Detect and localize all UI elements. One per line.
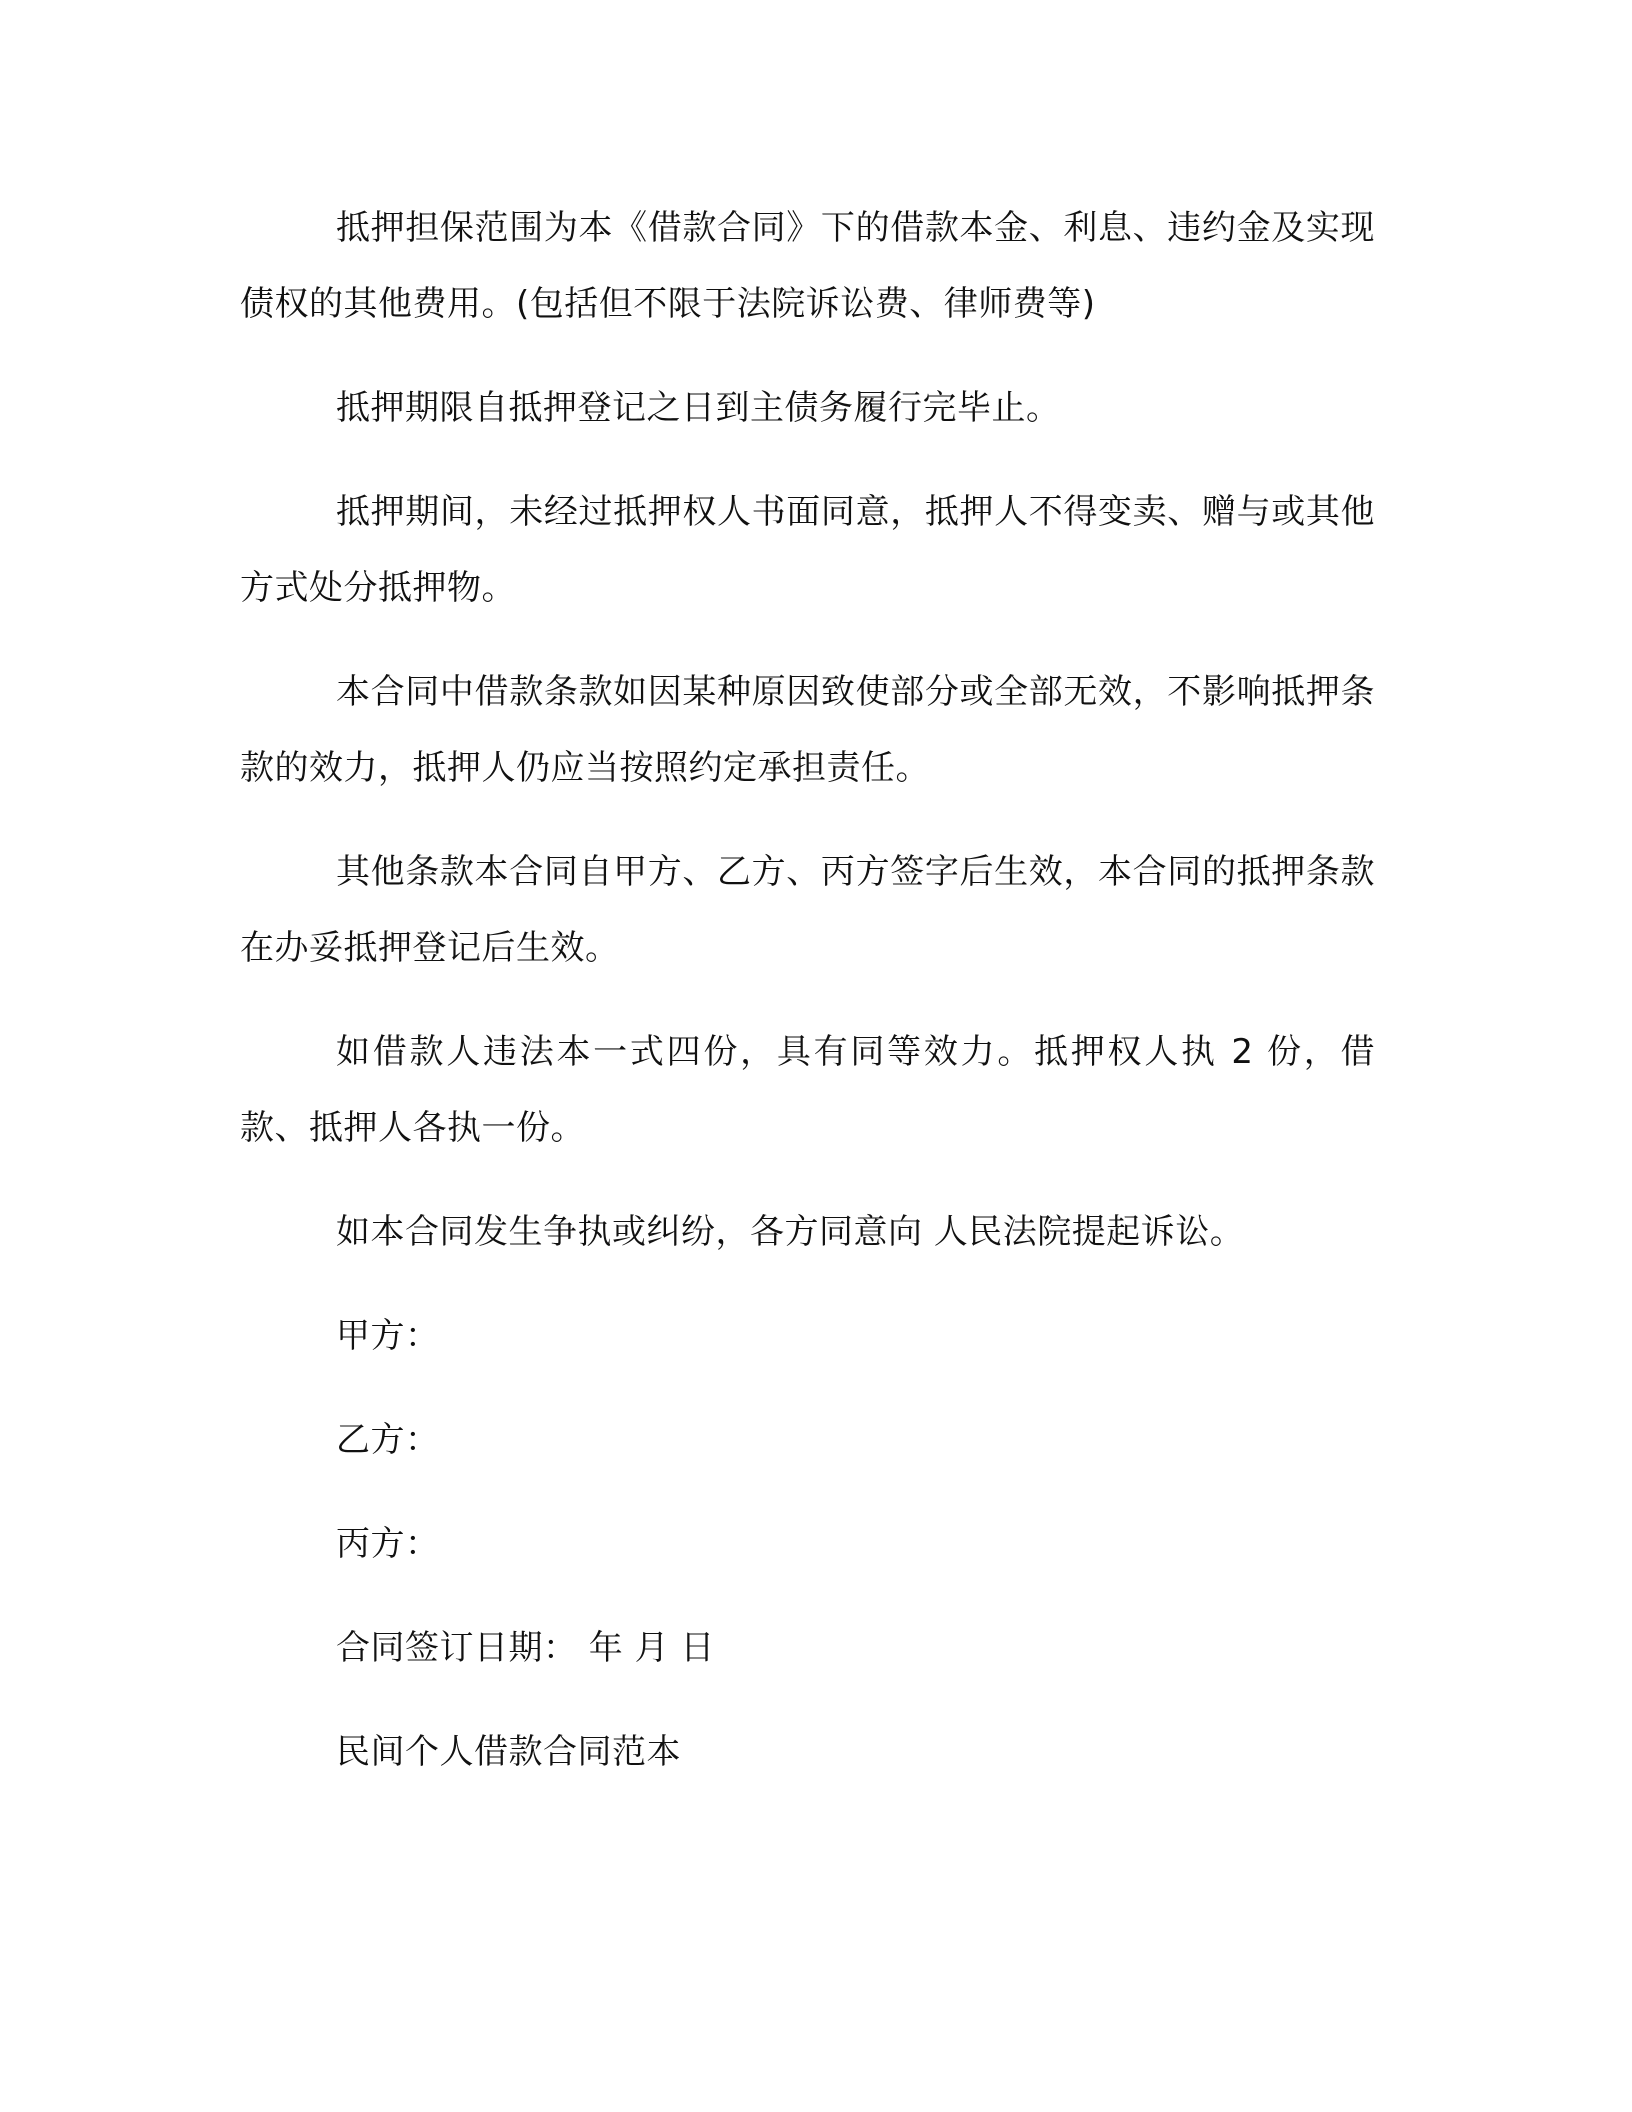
next-document-title: 民间个人借款合同范本 xyxy=(336,1732,681,1772)
clause-disposal: 抵押期间，未经过抵押权人书面同意，抵押人不得变卖、赠与或其他方式处分抵押物。 xyxy=(240,492,1375,608)
clause-dispute: 如本合同发生争执或纠纷，各方同意向 人民法院提起诉讼。 xyxy=(336,1212,1245,1252)
party-a-signature-line: 甲方： xyxy=(336,1316,440,1356)
party-c-signature-line: 丙方： xyxy=(336,1524,440,1564)
clause-validity: 本合同中借款条款如因某种原因致使部分或全部无效，不影响抵押条款的效力，抵押人仍应当按照约定承担责任。 xyxy=(240,672,1375,788)
clause-term: 抵押期限自抵押登记之日到主债务履行完毕止。 xyxy=(336,388,1061,428)
clause-copies: 如借款人违法本一式四份，具有同等效力。抵押权人执 2 份，借款、抵押人各执一份。 xyxy=(240,1032,1375,1148)
clause-scope: 抵押担保范围为本《借款合同》下的借款本金、利息、违约金及实现债权的其他费用。(包括但不限于法院诉讼费、律师费等) xyxy=(240,208,1375,324)
party-b-signature-line: 乙方： xyxy=(336,1420,440,1460)
clause-effective: 其他条款本合同自甲方、乙方、丙方签字后生效，本合同的抵押条款在办妥抵押登记后生效。 xyxy=(240,852,1375,968)
sign-date-line: 合同签订日期： 年 月 日 xyxy=(336,1628,715,1668)
document-body xyxy=(240,190,1375,1818)
